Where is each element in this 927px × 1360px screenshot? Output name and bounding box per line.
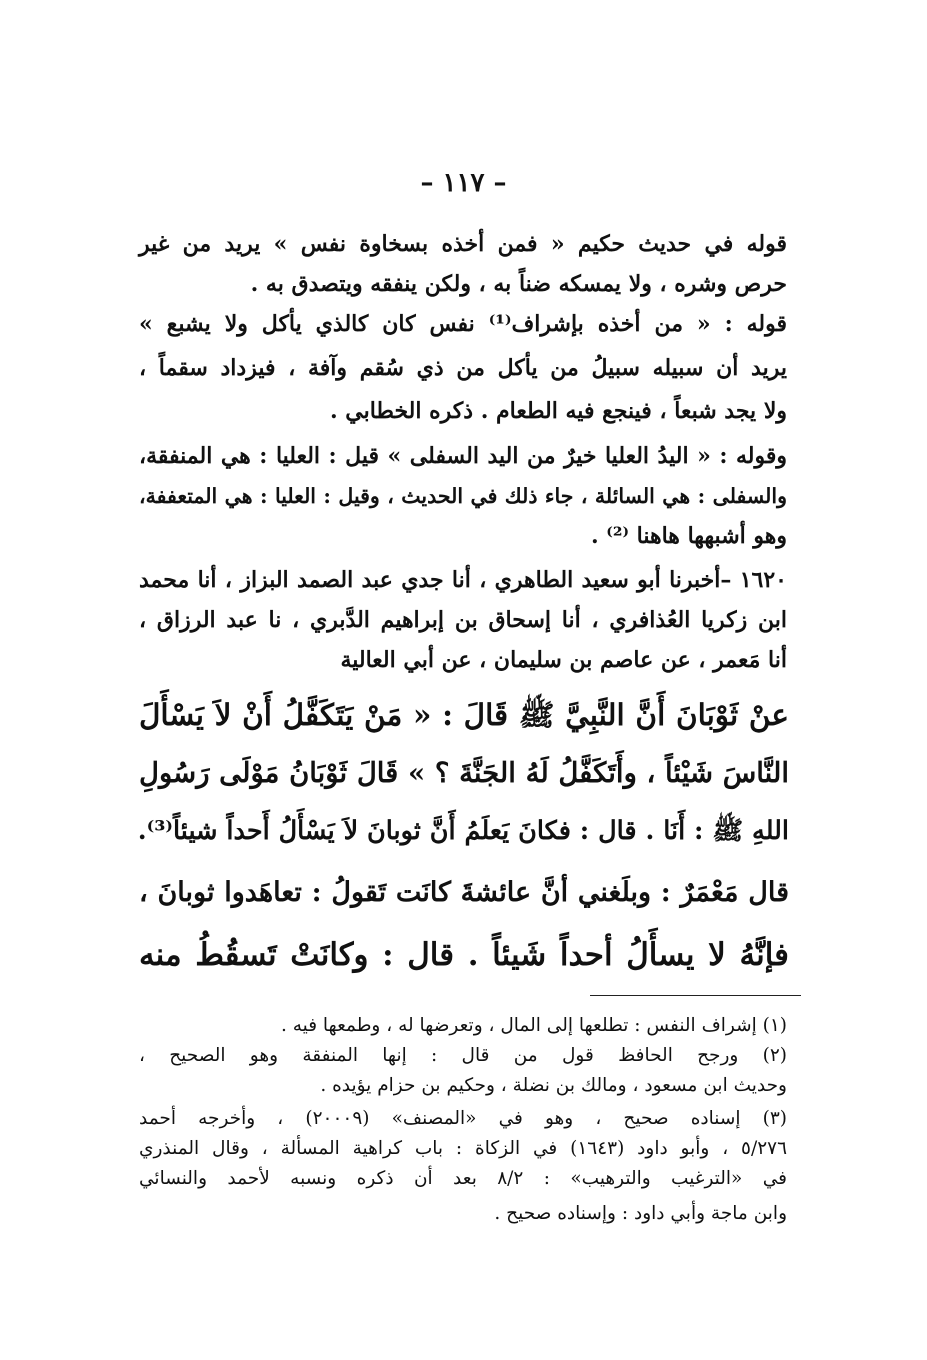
body-line-11: أنا مَعمر ، عن عاصم بن سليمان ، عن أبي العالية <box>340 647 787 673</box>
body-line-4: يريد أن سبيله سبيلُ من يأكل من ذي سُقم وآفة ، فيزداد سقماً ، <box>139 355 787 381</box>
footnote-line-5: ٥/٢٧٦ ، وأبو داود (١٦٤٣) في الزكاة : باب كراهية المسألة ، وقال المنذري <box>139 1138 788 1159</box>
footnote-line-1: (١) إشراف النفس : تطلعها إلى المال ، وتعرضها له ، وطمعها فيه . <box>280 1015 787 1036</box>
footnote-separator <box>590 995 801 996</box>
footnote-line-7: وابن ماجة وأبي داود : وإسناده صحيح . <box>494 1203 787 1224</box>
body-line-1: قوله في حديث حكيم « فمن أخذه بسخاوة نفس » يريد من غير <box>139 231 787 257</box>
footnote-line-3: وحديث ابن مسعود ، ومالك بن نضلة ، وحكيم بن حزام يؤيده . <box>320 1075 787 1096</box>
hadith-line-2: النَّاسَ شَيْئاً ، وأَتَكَفَّلُ لَهُ الجَنَّةَ ؟ » قَالَ ثَوْبَانُ مَوْلَى رَسُولِ <box>139 757 789 789</box>
hadith-line-4: قال مَعْمَرٌ : وبلَغني أنَّ عائشةَ كانَت تَقولُ : تعاهَدوا ثوبانَ ، <box>139 877 789 908</box>
page-number: – ١١٧ – <box>420 168 507 198</box>
body-line-6: وقوله : « اليدُ العليا خيرٌ من اليد السفلى » قيل : العليا : هي المنفقة، <box>139 443 787 469</box>
hadith-line-1: عنْ ثَوْبَانَ أَنَّ النَّبِيَّ ﷺ قَالَ : « مَنْ يَتَكَفَّلُ أَنْ لاَ يَسْأَلَ <box>139 697 789 732</box>
body-line-3: قوله : « من أخذه بإشراف⁽¹⁾ نفس كان كالذي يأكل ولا يشبع » <box>139 311 787 337</box>
body-line-10: ابن زكريا العُذافري ، أنا إسحاق بن إبراهيم الدَّبري ، نا عبد الرزاق ، <box>139 607 787 633</box>
body-line-7: والسفلى : هي السائلة ، جاء ذلك في الحديث ، وقيل : العليا : هي المتعففة، <box>139 484 787 508</box>
footnote-line-4: (٣) إسناده صحيح ، وهو في «المصنف» (٢٠٠٠٩) ، وأخرجه أحمد <box>139 1108 787 1129</box>
hadith-line-5: فإنَّهُ لا يسأَلُ أحداً شَيئاً . قال : وكانَتْ تَسقُطُ منه <box>139 937 789 973</box>
body-line-2: حرص وشره ، ولا يمسكه ضناً به ، ولكن ينفقه ويتصدق به . <box>250 271 787 297</box>
body-line-5: ولا يجد شبعاً ، فينجع فيه الطعام . ذكره الخطابي . <box>329 398 787 424</box>
body-line-8: وهو أشبهها هاهنا ⁽²⁾ . <box>590 523 787 549</box>
footnote-line-6: في «الترغيب والترهيب» : ٨/٢ بعد أن ذكره ونسبه لأحمد والنسائي <box>139 1168 787 1189</box>
hadith-line-3: اللهِ ﷺ : أَنَا . قال : فكانَ يَعلَمُ أَنَّ ثوبانَ لاَ يَسْأَلُ أَحداً شيئاً⁽³⁾. <box>137 816 789 846</box>
footnote-line-2: (٢) ورجح الحافظ قول من قال : إنها المنفقة وهو الصحيح ، <box>139 1045 787 1066</box>
body-line-9: ١٦٢٠ –أخبرنا أبو سعيد الطاهري ، أنا جدي عبد الصمد البزاز ، أنا محمد <box>139 567 787 593</box>
